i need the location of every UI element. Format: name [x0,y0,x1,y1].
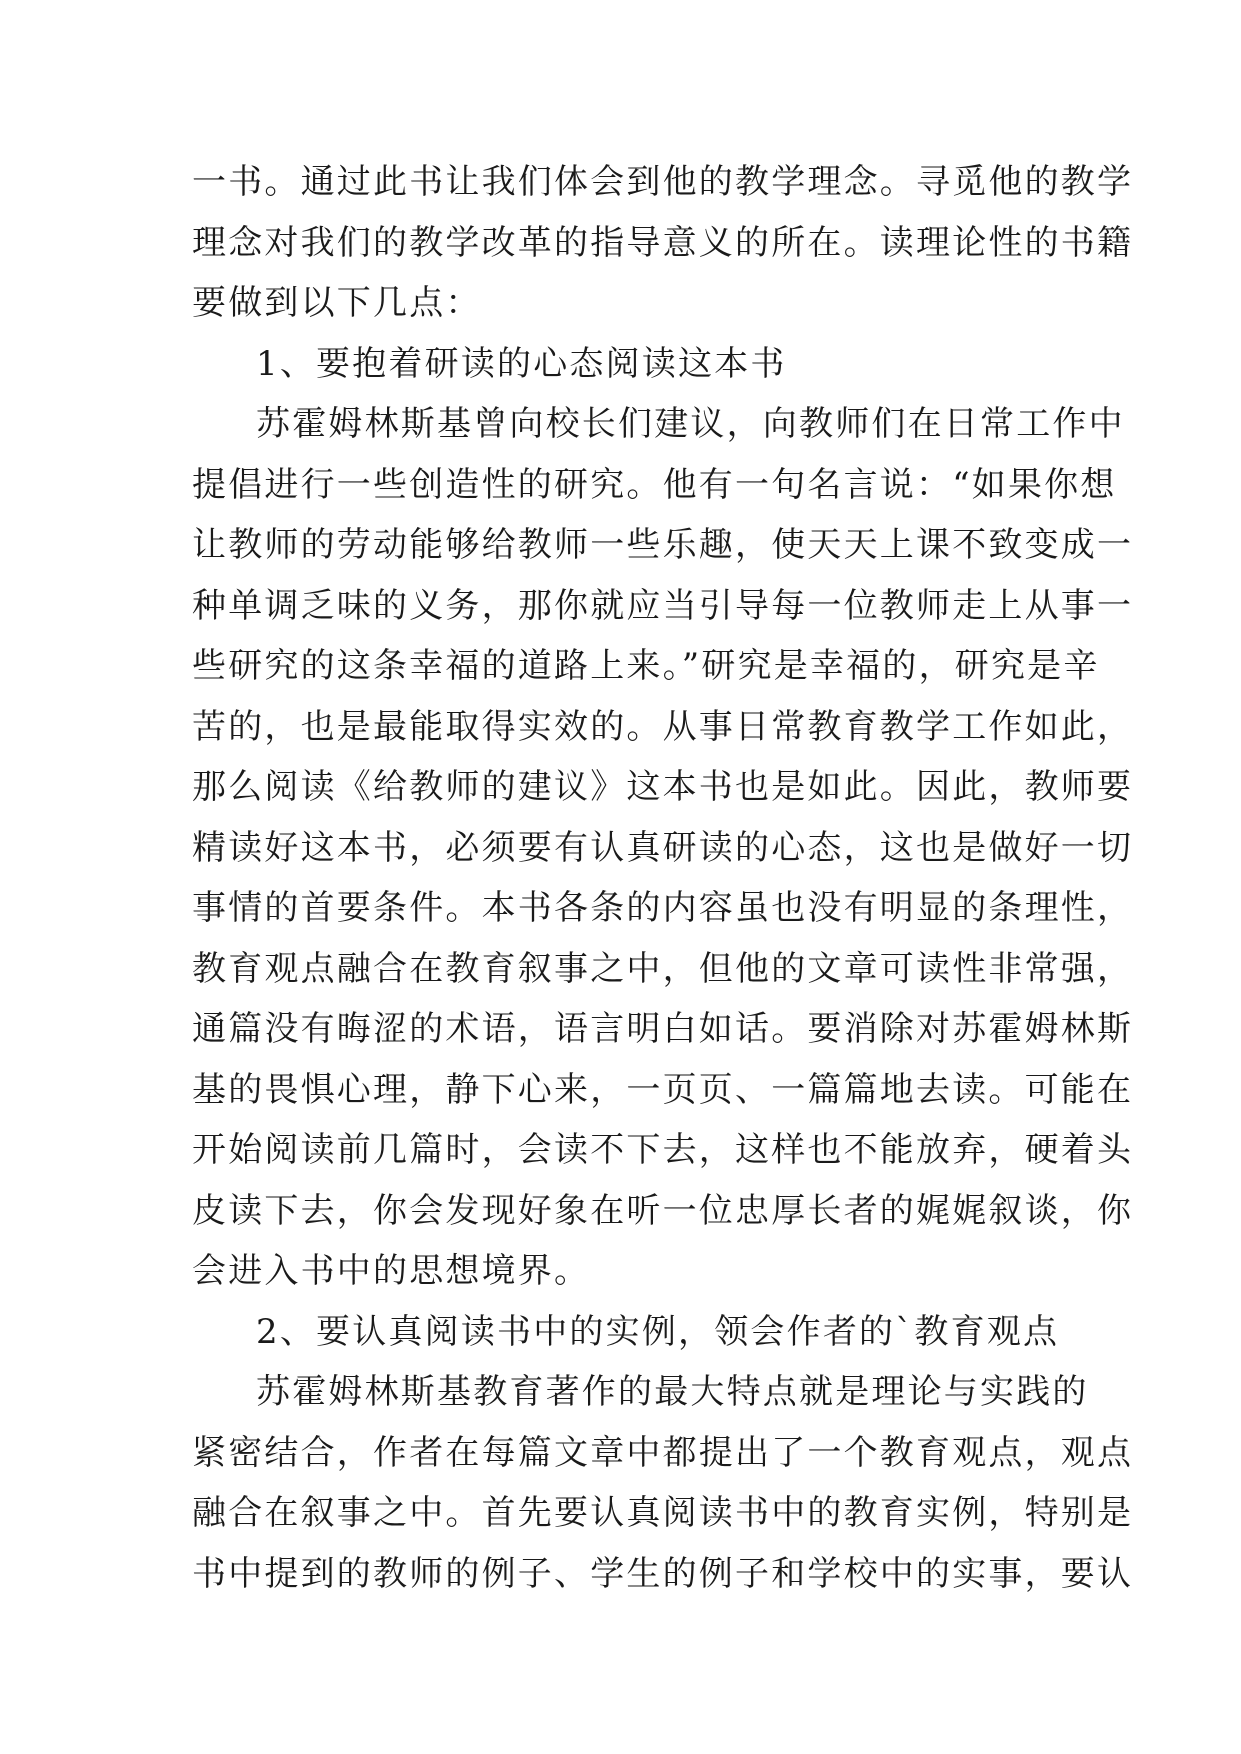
paragraph-start: 苏霍姆林斯基曾向校长们建议，向教师们在日常工作中 [256,404,1125,444]
text-line: 一书。通过此书让我们体会到他的教学理念。寻觅他的教学 [192,162,1134,202]
text-line: 提倡进行一些创造性的研究。他有一句名言说：“如果你想 [192,464,1117,505]
section-heading-2: 2、要认真阅读书中的实例，领会作者的`教育观点 [256,1311,1060,1352]
text-line: 基的畏惧心理，静下心来，一页页、一篇篇地去读。可能在 [192,1069,1134,1110]
text-line: 紧密结合，作者在每篇文章中都提出了一个教育观点，观点 [192,1432,1134,1473]
text-line: 那么阅读《给教师的建议》这本书也是如此。因此，教师要 [192,767,1134,807]
text-line: 苦的，也是最能取得实效的。从事日常教育教学工作如此， [192,706,1134,747]
text-line: 通篇没有晦涩的术语，语言明白如话。要消除对苏霍姆林斯 [192,1009,1134,1049]
text-line: 让教师的劳动能够给教师一些乐趣，使天天上课不致变成一 [192,525,1134,565]
text-line: 书中提到的教师的例子、学生的例子和学校中的实事，要认 [192,1553,1134,1594]
text-line: 皮读下去，你会发现好象在听一位忠厚长者的娓娓叙谈，你 [192,1190,1134,1231]
text-line: 要做到以下几点： [192,283,482,323]
text-line: 事情的首要条件。本书各条的内容虽也没有明显的条理性， [192,888,1134,928]
text-line: 教育观点融合在教育叙事之中，但他的文章可读性非常强， [192,948,1134,989]
text-line: 精读好这本书，必须要有认真研读的心态，这也是做好一切 [192,827,1134,868]
section-heading-1: 1、要抱着研读的心态阅读这本书 [256,343,787,384]
text-line: 理念对我们的教学改革的指导意义的所在。读理论性的书籍 [192,222,1134,263]
text-line: 些研究的这条幸福的道路上来。”研究是幸福的，研究是辛 [192,646,1100,686]
text-line: 种单调乏味的义务，那你就应当引导每一位教师走上从事一 [192,585,1134,626]
paragraph-start: 苏霍姆林斯基教育著作的最大特点就是理论与实践的 [256,1372,1089,1412]
body-text [192,152,1134,1604]
text-line: 会进入书中的思想境界。 [192,1251,591,1291]
text-line: 融合在叙事之中。首先要认真阅读书中的教育实例，特别是 [192,1493,1134,1533]
text-line: 开始阅读前几篇时，会读不下去，这样也不能放弃，硬着头 [192,1130,1134,1170]
